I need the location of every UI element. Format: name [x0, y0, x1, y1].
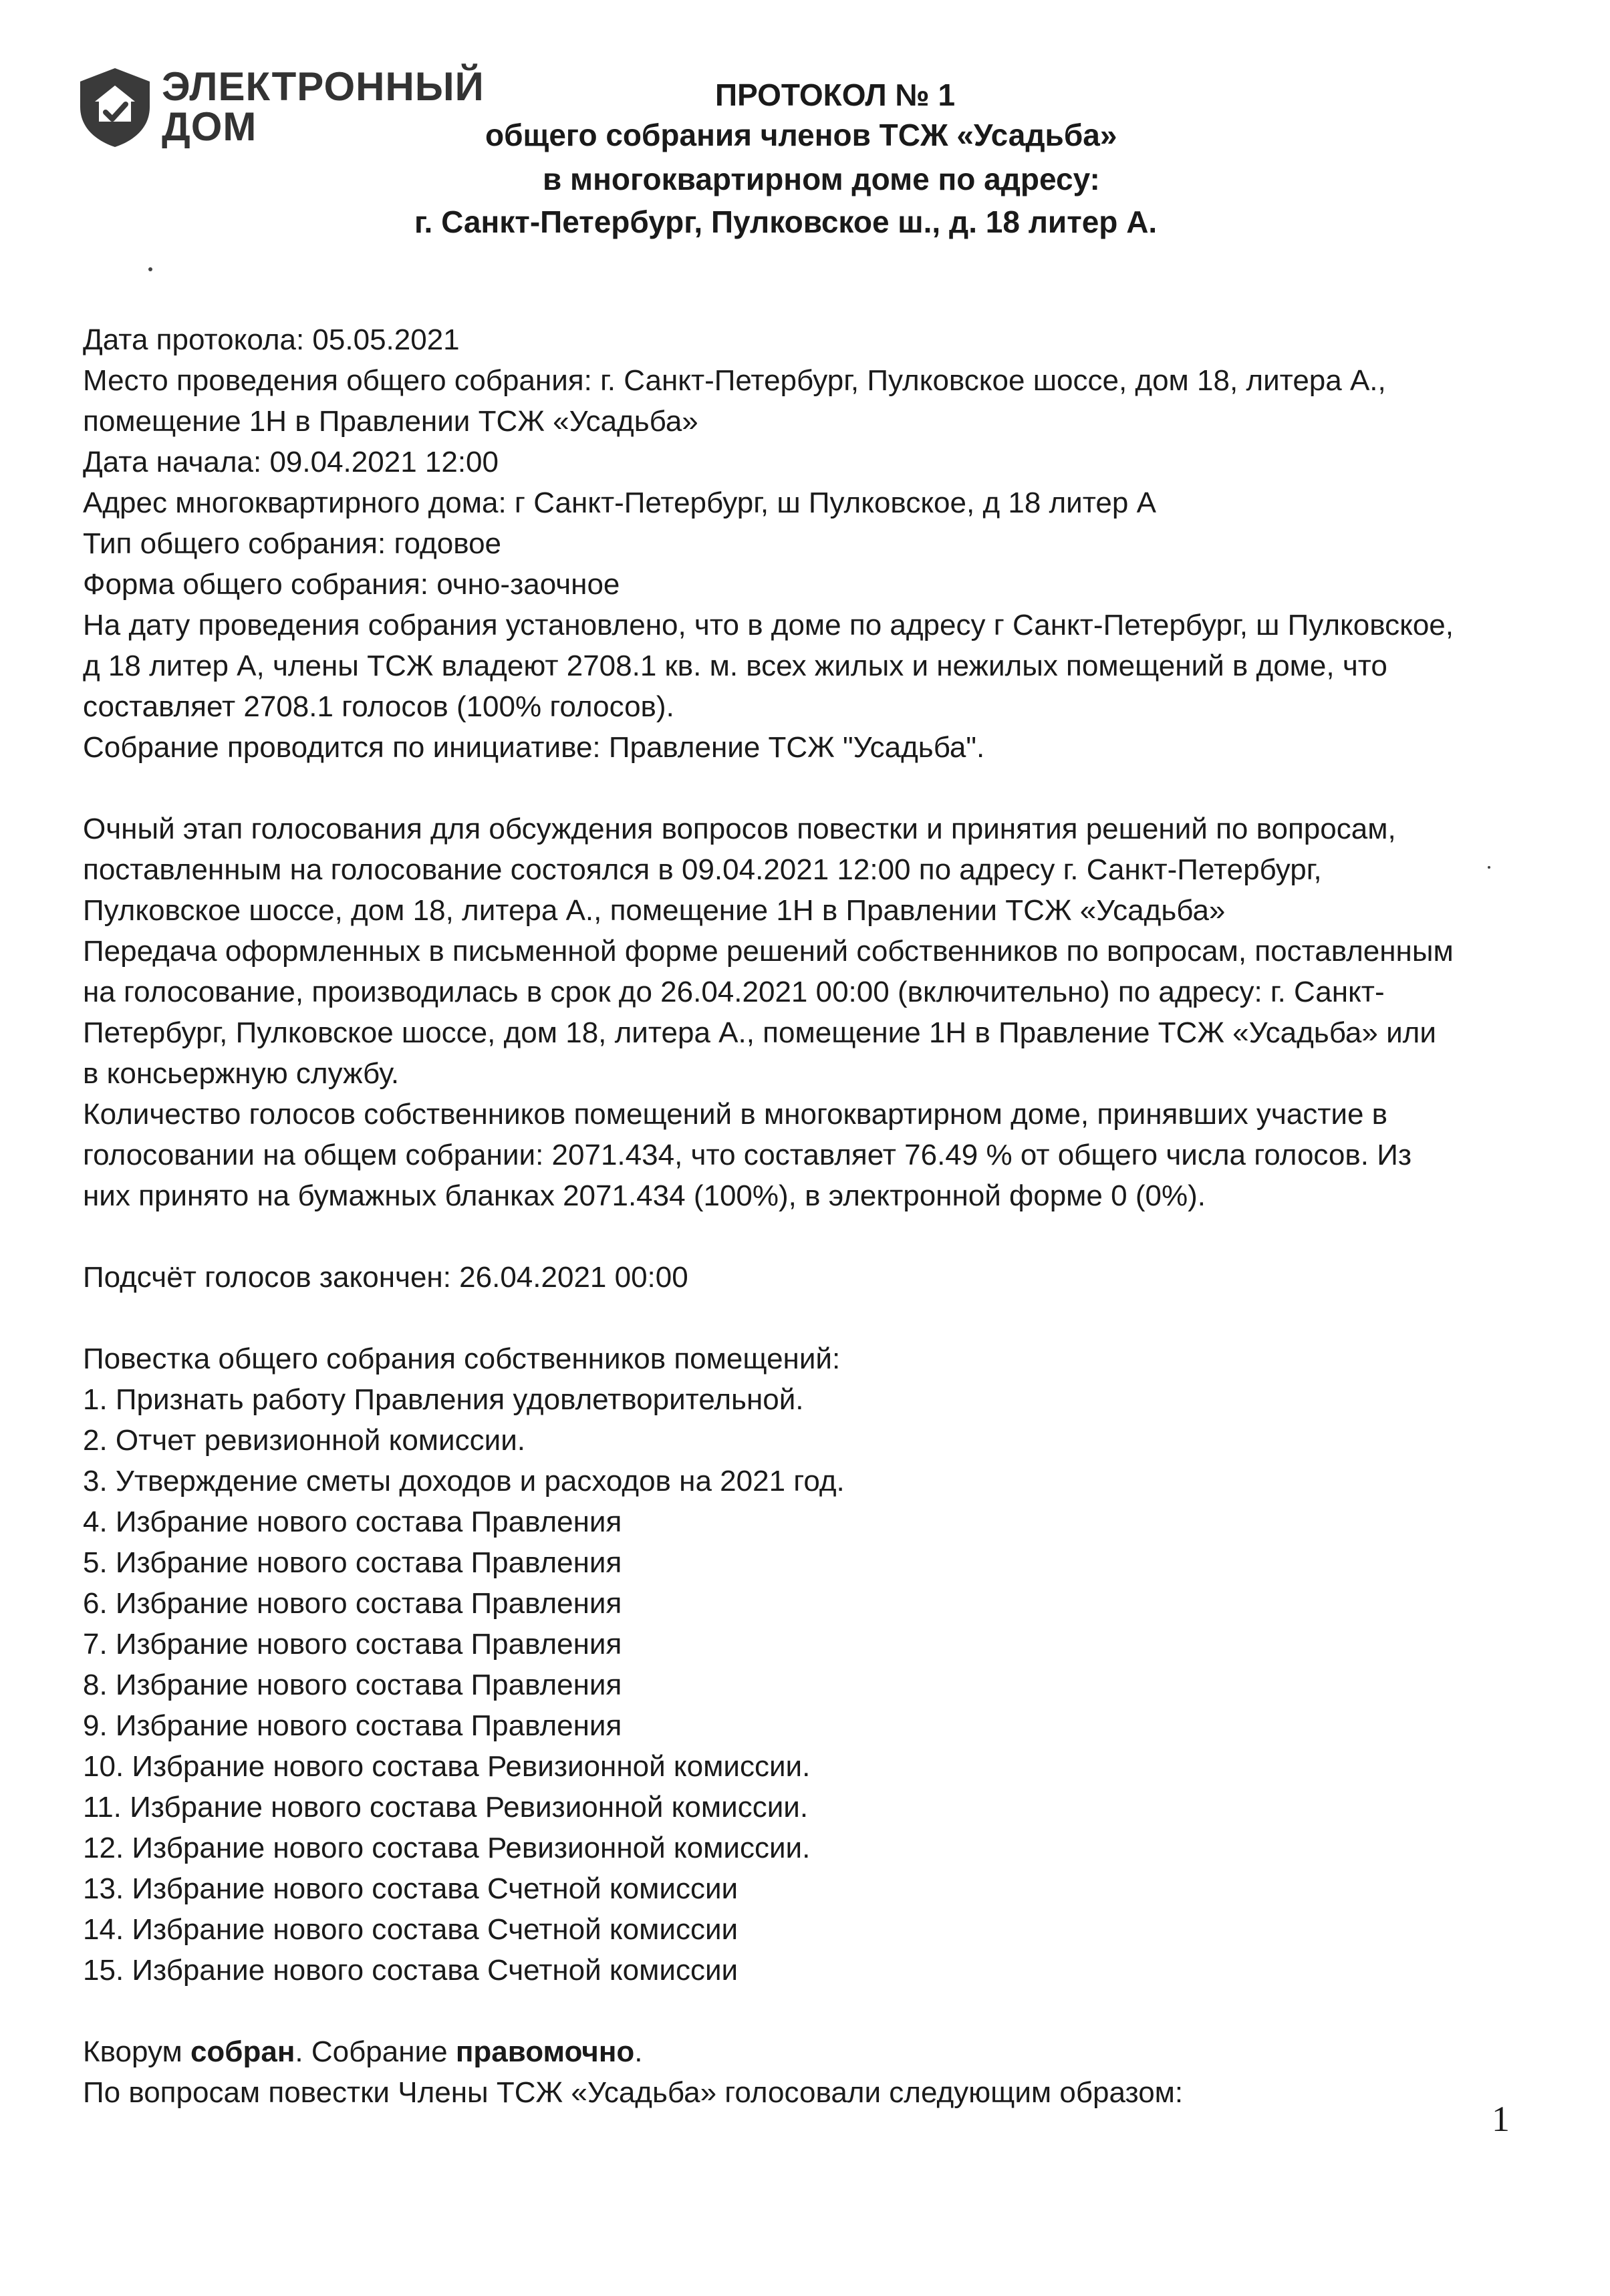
ownership-2: д 18 литер А, члены ТСЖ владеют 2708.1 кв. м. всех жилых и нежилых помещений в доме, что [83, 650, 1387, 682]
vote-count-2: голосовании на общем собрании: 2071.434, что составляет 76.49 % от общего числа голосов. Из [83, 1139, 1412, 1171]
meeting-form: Форма общего собрания: очно-заочное [83, 568, 620, 601]
agenda-item: 13. Избрание нового состава Счетной комиссии [83, 1872, 739, 1905]
decisions-transfer-1: Передача оформленных в письменной форме решений собственников по вопросам, поставленным [83, 935, 1454, 968]
house-shield-icon [75, 65, 155, 148]
decisions-transfer-2: на голосование, производилась в срок до 26.04.2021 00:00 (включительно) по адресу: г. Санкт- [83, 976, 1385, 1008]
title-line-2: общего собрания членов ТСЖ «Усадьба» [485, 118, 1117, 152]
meeting-place-1: Место проведения общего собрания: г. Санкт-Петербург, Пулковское шоссе, дом 18, литера А., [83, 364, 1386, 397]
agenda-item: 2. Отчет ревизионной комиссии. [83, 1424, 526, 1457]
quorum-statement [83, 2031, 1540, 2072]
scan-speck [1488, 866, 1490, 869]
agenda-item: 11. Избрание нового состава Ревизионной комиссии. [83, 1791, 809, 1824]
agenda-item: 15. Избрание нового состава Счетной комиссии [83, 1954, 739, 1987]
title-line-4: г. Санкт-Петербург, Пулковское ш., д. 18 литер А. [414, 204, 1158, 239]
agenda-item: 12. Избрание нового состава Ревизионной комиссии. [83, 1832, 811, 1864]
quorum-mid: . Собрание [295, 2035, 456, 2068]
building-address: Адрес многоквартирного дома: г Санкт-Петербург, ш Пулковское, д 18 литер А [83, 486, 1156, 519]
ownership-1: На дату проведения собрания установлено, что в доме по адресу г Санкт-Петербург, ш Пулковское, [83, 609, 1454, 641]
logo-line-1: ЭЛЕКТРОННЫЙ [162, 64, 485, 109]
agenda-item: 8. Избрание нового состава Правления [83, 1669, 622, 1701]
quorum-pre: Кворум [83, 2035, 190, 2068]
meeting-type: Тип общего собрания: годовое [83, 527, 502, 560]
initiative: Собрание проводится по инициативе: Правление ТСЖ "Усадьба". [83, 731, 985, 764]
voting-stage-2: поставленным на голосование состоялся в 09.04.2021 12:00 по адресу г. Санкт-Петербург, [83, 853, 1322, 886]
agenda-item: 5. Избрание нового состава Правления [83, 1546, 622, 1579]
agenda-heading: Повестка общего собрания собственников помещений: [83, 1342, 841, 1375]
vote-count-3: них принято на бумажных бланках 2071.434 (100%), в электронной форме 0 (0%). [83, 1179, 1206, 1212]
vote-count-1: Количество голосов собственников помещений в многоквартирном доме, принявших участие в [83, 1098, 1388, 1131]
agenda-item: 3. Утверждение сметы доходов и расходов на 2021 год. [83, 1465, 845, 1497]
agenda-item: 1. Признать работу Правления удовлетворительной. [83, 1383, 804, 1416]
agenda-item: 7. Избрание нового состава Правления [83, 1628, 622, 1661]
start-date: Дата начала: 09.04.2021 12:00 [83, 446, 499, 478]
quorum-status: собран [190, 2035, 295, 2068]
scan-speck [148, 267, 152, 271]
title-line-1: ПРОТОКОЛ № 1 [715, 78, 956, 112]
agenda-item: 14. Избрание нового состава Счетной комиссии [83, 1913, 739, 1946]
closing-line: По вопросам повестки Члены ТСЖ «Усадьба» голосовали следующим образом: [83, 2076, 1184, 2109]
agenda-item: 10. Избрание нового состава Ревизионной комиссии. [83, 1750, 811, 1783]
logo-line-2: ДОМ [162, 104, 257, 149]
agenda-item: 4. Избрание нового состава Правления [83, 1505, 622, 1538]
voting-stage-1: Очный этап голосования для обсуждения вопросов повестки и принятия решений по вопросам, [83, 813, 1396, 845]
protocol-date: Дата протокола: 05.05.2021 [83, 323, 460, 356]
voting-stage-3: Пулковское шоссе, дом 18, литера А., помещение 1Н в Правлении ТСЖ «Усадьба» [83, 894, 1226, 927]
ownership-3: составляет 2708.1 голосов (100% голосов). [83, 690, 674, 723]
meeting-validity: правомочно [455, 2035, 635, 2068]
protocol-body [83, 319, 1540, 2113]
count-finished: Подсчёт голосов закончен: 26.04.2021 00:00 [83, 1261, 688, 1294]
logo [75, 65, 503, 152]
page-number: 1 [1492, 2099, 1510, 2139]
title-line-3: в многоквартирном доме по адресу: [543, 162, 1100, 196]
quorum-post: . [634, 2035, 643, 2068]
decisions-transfer-3: Петербург, Пулковское шоссе, дом 18, литера А., помещение 1Н в Правление ТСЖ «Усадьба» или [83, 1016, 1436, 1049]
meeting-place-2: помещение 1Н в Правлении ТСЖ «Усадьба» [83, 405, 698, 438]
agenda-item: 9. Избрание нового состава Правления [83, 1709, 622, 1742]
decisions-transfer-4: в консьержную службу. [83, 1057, 400, 1090]
agenda-item: 6. Избрание нового состава Правления [83, 1587, 622, 1620]
logo-text [162, 64, 485, 149]
